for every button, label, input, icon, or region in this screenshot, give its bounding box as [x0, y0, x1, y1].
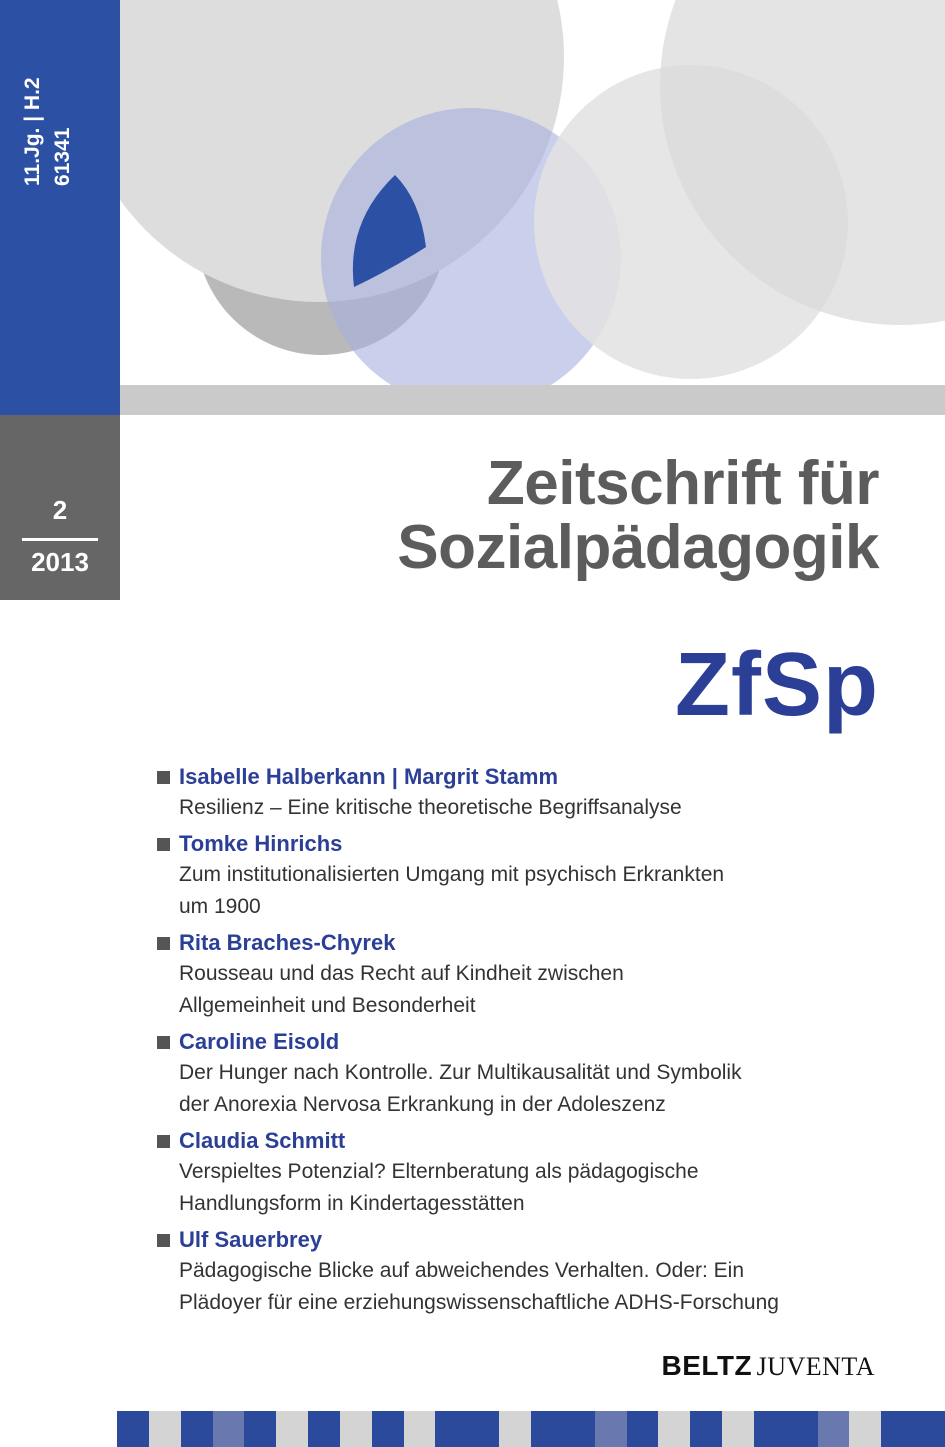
- spine-code: 61341: [51, 127, 74, 186]
- table-of-contents: [157, 762, 897, 1324]
- stripe-segment: [754, 1411, 786, 1447]
- stripe-segment: [658, 1411, 690, 1447]
- stripe-segment: [818, 1411, 850, 1447]
- article-title-line: Der Hunger nach Kontrolle. Zur Multikausalität und Symbolik: [179, 1061, 742, 1084]
- stripe-segment: [435, 1411, 467, 1447]
- article-author: Ulf Sauerbrey: [179, 1227, 323, 1252]
- journal-abbreviation: ZfSp: [675, 635, 879, 735]
- circle-graphic: [120, 0, 945, 385]
- article-author: Caroline Eisold: [179, 1029, 340, 1054]
- stripe-segment: [372, 1411, 404, 1447]
- stripe-segment: [276, 1411, 308, 1447]
- issue-divider: [22, 538, 98, 541]
- stripe-segment: [595, 1411, 627, 1447]
- square-bullet-icon: [157, 1036, 170, 1049]
- title-line-2: Sozialpädagogik: [397, 513, 879, 582]
- article-author: Isabelle Halberkann | Margrit Stamm: [179, 764, 559, 789]
- stripe-segment: [913, 1411, 945, 1447]
- article-title-line: der Anorexia Nervosa Erkrankung in der Adoleszenz: [179, 1093, 666, 1116]
- spine-volume-issue: 11.Jg. | H.2: [21, 77, 44, 186]
- toc-item: [157, 1126, 897, 1220]
- stripe-segment: [531, 1411, 563, 1447]
- title-line-1: Zeitschrift für: [486, 449, 879, 518]
- stripe-segment: [149, 1411, 181, 1447]
- publisher-logo: [662, 1350, 876, 1382]
- stripe-segment: [849, 1411, 881, 1447]
- toc-item: [157, 1027, 897, 1121]
- stripe-segment: [181, 1411, 213, 1447]
- spine-band: [0, 0, 120, 415]
- stripe-segment: [308, 1411, 340, 1447]
- article-title-line: Verspieltes Potenzial? Elternberatung als pädagogische: [179, 1160, 699, 1183]
- issue-box: [0, 415, 120, 600]
- toc-item: [157, 1225, 897, 1319]
- stripe-segment: [722, 1411, 754, 1447]
- journal-title: [397, 449, 879, 582]
- publisher-beltz: BELTZ: [661, 1350, 753, 1381]
- article-author: Tomke Hinrichs: [179, 831, 343, 856]
- article-title-line: Pädagogische Blicke auf abweichendes Verhalten. Oder: Ein: [179, 1259, 745, 1282]
- article-title-line: Rousseau und das Recht auf Kindheit zwischen: [179, 962, 624, 985]
- publisher-juventa: JUVENTA: [756, 1352, 875, 1381]
- spine-text: [18, 77, 78, 186]
- issue-number: 2: [52, 495, 68, 525]
- stripe-segment: [881, 1411, 913, 1447]
- article-title-line: Zum institutionalisierten Umgang mit psychisch Erkrankten: [179, 863, 725, 886]
- article-title-line: um 1900: [179, 895, 261, 918]
- square-bullet-icon: [157, 1135, 170, 1148]
- stripe-segment: [117, 1411, 149, 1447]
- toc-item: [157, 829, 897, 923]
- toc-item: [157, 928, 897, 1022]
- decorative-stripe-bar: [117, 1411, 945, 1447]
- square-bullet-icon: [157, 937, 170, 950]
- toc-item: [157, 762, 897, 824]
- article-title-line: Allgemeinheit und Besonderheit: [179, 994, 476, 1017]
- square-bullet-icon: [157, 1234, 170, 1247]
- article-title-line: Plädoyer für eine erziehungswissenschaftliche ADHS-Forschung: [179, 1291, 779, 1314]
- stripe-segment: [786, 1411, 818, 1447]
- article-author: Claudia Schmitt: [179, 1128, 346, 1153]
- stripe-segment: [467, 1411, 499, 1447]
- stripe-segment: [690, 1411, 722, 1447]
- article-author: Rita Braches-Chyrek: [179, 930, 396, 955]
- square-bullet-icon: [157, 771, 170, 784]
- stripe-segment: [627, 1411, 659, 1447]
- stripe-segment: [499, 1411, 531, 1447]
- article-title-line: Resilienz – Eine kritische theoretische Begriffsanalyse: [179, 796, 682, 819]
- issue-year: 2013: [31, 547, 89, 577]
- stripe-segment: [213, 1411, 245, 1447]
- gray-band: [120, 385, 945, 415]
- stripe-segment: [404, 1411, 436, 1447]
- article-title-line: Handlungsform in Kindertagesstätten: [179, 1192, 525, 1215]
- stripe-segment: [563, 1411, 595, 1447]
- stripe-segment: [340, 1411, 372, 1447]
- square-bullet-icon: [157, 838, 170, 851]
- stripe-segment: [244, 1411, 276, 1447]
